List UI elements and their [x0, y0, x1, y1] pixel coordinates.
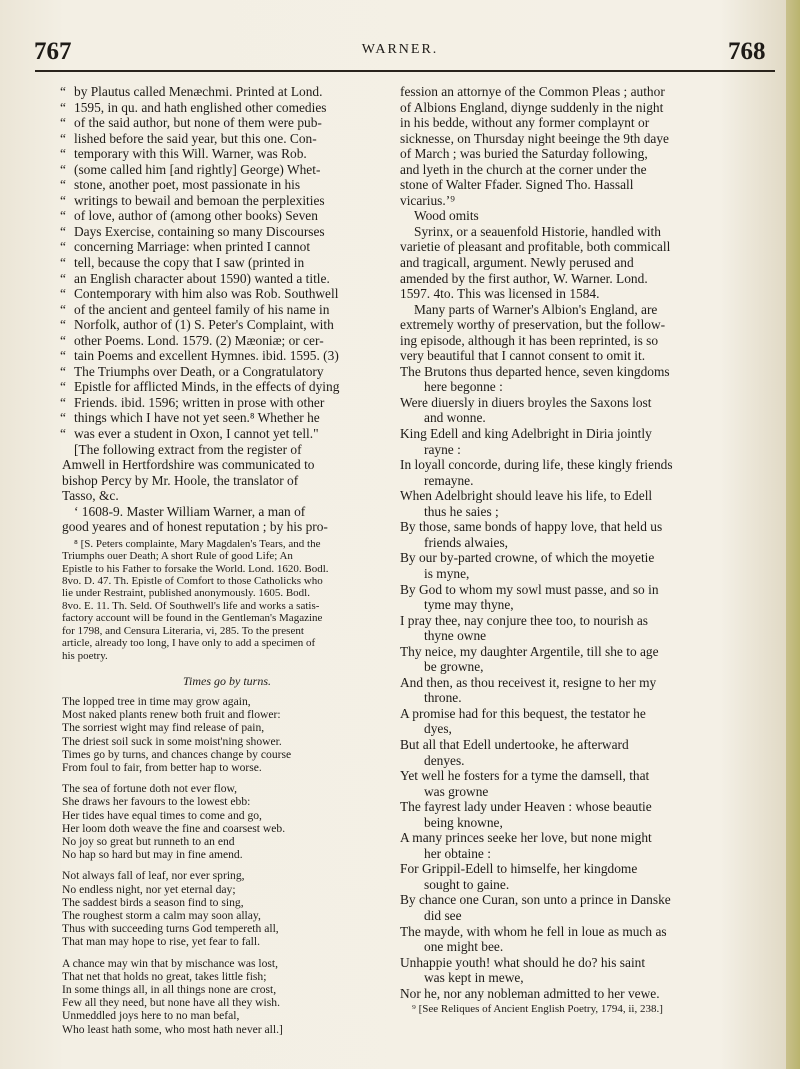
text-line: Amwell in Hertfordshire was communicated to [62, 457, 315, 473]
text-line: throne. [424, 690, 462, 706]
poem-line: The sea of fortune doth not ever flow, [62, 782, 238, 796]
quoted-line [62, 177, 392, 193]
quote-mark: “ [60, 239, 66, 255]
poem-line: Who least hath some, who most hath never all.] [62, 1022, 283, 1036]
footnote-line: lie under Restraint, published anonymously. 1605. Bodl. [62, 587, 310, 600]
text-line: For Grippil-Edell to himselfe, her kingdome [400, 861, 638, 877]
poem-line: No endless night, nor yet eternal day; [62, 882, 236, 896]
quoted-line [62, 348, 392, 364]
quote-mark: “ [60, 286, 66, 302]
quote-mark: “ [60, 130, 66, 146]
poem-line: Most naked plants renew both fruit and flower: [62, 708, 281, 722]
quoted-line-text: (some called him [and rightly] George) Whet- [74, 161, 321, 177]
quoted-line-text: Contemporary with him also was Rob. Southwell [74, 286, 339, 302]
text-line: of Albions England, diynge suddenly in the night [400, 99, 664, 115]
quoted-line [62, 100, 392, 116]
page-header [0, 30, 800, 64]
quoted-line-text: concerning Marriage: when printed I cannot [74, 239, 311, 255]
text-line: rayne : [424, 441, 461, 457]
text-line: By our by-parted crowne, of which the moyetie [400, 550, 655, 566]
text-line: sought to gaine. [424, 876, 510, 892]
text-line: The fayrest lady under Heaven : whose beautie [400, 799, 652, 815]
text-line: I pray thee, nay conjure thee too, to nourish as [400, 612, 649, 628]
text-line: By chance one Curan, son unto a prince in Danske [400, 892, 671, 908]
quoted-line-text: other Poems. Lond. 1579. (2) Mæoniæ; or cer- [74, 332, 324, 348]
quoted-line [62, 162, 392, 178]
quoted-line [62, 286, 392, 302]
quoted-line-text: The Triumphs over Death, or a Congratulatory [74, 363, 324, 379]
text-line: The Brutons thus departed hence, seven kingdoms [400, 363, 670, 379]
quote-mark: “ [60, 192, 66, 208]
quote-mark: “ [60, 115, 66, 131]
text-line: Tasso, &c. [62, 488, 119, 504]
poem-line: Unmeddled joys here to no man befal, [62, 1009, 240, 1023]
text-line: But all that Edell undertooke, he afterward [400, 736, 629, 752]
text-line: ‘ 1608-9. Master William Warner, a man of [74, 503, 306, 519]
quote-mark: “ [60, 363, 66, 379]
text-line: is myne, [424, 565, 470, 581]
footnote-line: Triumphs ouer Death; A short Rule of good Life; An [62, 550, 293, 563]
stanza [62, 695, 392, 774]
text-line: varietie of pleasant and profitable, both commicall [400, 239, 671, 255]
text-line: Were diuersly in diuers broyles the Saxons lost [400, 394, 652, 410]
quoted-line [62, 426, 392, 442]
text-line: King Edell and king Adelbright in Diria jointly [400, 426, 652, 442]
poem-line: From foul to fair, from better hap to worse. [62, 760, 262, 774]
quoted-line [62, 364, 392, 380]
poem-line: The driest soil suck in some moist'ning shower. [62, 734, 282, 748]
text-line: of March ; was buried the Saturday following, [400, 146, 648, 162]
quote-mark: “ [60, 301, 66, 317]
quote-mark: “ [60, 394, 66, 410]
text-line: amended by the first author, W. Warner. Lond. [400, 270, 648, 286]
text-line: fession an attornye of the Common Pleas ; author [400, 84, 665, 99]
quote-mark: “ [60, 379, 66, 395]
text-line: friends alwaies, [424, 534, 509, 550]
poem-line: The lopped tree in time may grow again, [62, 694, 251, 708]
quoted-line-text: things which I have not yet seen.⁸ Whether he [74, 410, 320, 426]
quoted-line-text: tain Poems and excellent Hymnes. ibid. 1595. (3) [74, 348, 339, 364]
quoted-line [62, 395, 392, 411]
poem-line: No hap so hard but may in fine amend. [62, 848, 243, 862]
quoted-passage [62, 84, 392, 442]
quoted-line-text: 1595, in qu. and hath englished other comedies [74, 99, 327, 115]
text-line: [The following extract from the register of [74, 441, 302, 457]
quoted-line-text: temporary with this Will. Warner, was Rob. [74, 146, 307, 162]
quote-mark: “ [60, 332, 66, 348]
stanza [62, 957, 392, 1036]
text-line: vicarius.’⁹ [400, 192, 455, 208]
text-line: here begonne : [424, 379, 503, 395]
text-line: remayne. [424, 472, 474, 488]
quote-mark: “ [60, 146, 66, 162]
poem-line: A chance may win that by mischance was lost, [62, 956, 279, 970]
quoted-line-text: stone, another poet, most passionate in his [74, 177, 301, 193]
page-number-left: 767 [34, 38, 72, 65]
quote-mark: “ [60, 177, 66, 193]
quoted-line [62, 208, 392, 224]
quoted-line-text: lished before the said year, but this one. Con- [74, 130, 317, 146]
quoted-line [62, 255, 392, 271]
poem-line: That net that holds no great, takes little fish; [62, 969, 267, 983]
poem-line: In some things all, in all things none are crost, [62, 982, 277, 996]
page-number-right: 768 [728, 38, 766, 65]
quote-mark: “ [60, 223, 66, 239]
text-line: By God to whom my sowl must passe, and so in [400, 581, 659, 597]
text-line: By those, same bonds of happy love, that held us [400, 519, 663, 535]
text-line: and tragicall, argument. Newly perused and [400, 255, 634, 271]
quoted-line [62, 239, 392, 255]
footnote-line: article, already too long, I have only to add a specimen of [62, 637, 316, 650]
text-line: When Adelbright should leave his life, to Edell [400, 488, 653, 504]
footnote-line: factory account will be found in the Gentleman's Magazine [62, 612, 323, 625]
poem-line: Her tides have equal times to come and go, [62, 808, 262, 822]
text-line: Nor he, nor any nobleman admitted to her vewe. [400, 985, 660, 1001]
text-line: one might bee. [424, 939, 504, 955]
quoted-line [62, 224, 392, 240]
stanza [62, 869, 392, 948]
text-line: Thy neice, my daughter Argentile, till she to age [400, 643, 659, 659]
quoted-line [62, 333, 392, 349]
quoted-line-text: of the said author, but none of them were pub- [74, 115, 322, 131]
quoted-line-text: Friends. ibid. 1596; written in prose with other [74, 394, 325, 410]
quoted-line-text: Epistle for afflicted Minds, in the effects of dying [74, 379, 340, 395]
text-line: and lyeth in the church at the corner under the [400, 161, 647, 177]
left-column [62, 84, 392, 1044]
poem-line: Her loom doth weave the fine and coarsest web. [62, 821, 286, 835]
footnote-9: ⁹ [See Reliques of Ancient English Poetry, 1794, ii, 238.] [412, 1003, 663, 1016]
text-line: and wonne. [424, 410, 486, 426]
quoted-line [62, 193, 392, 209]
quoted-line [62, 131, 392, 147]
footnote-line: 8vo. E. 11. Th. Seld. Of Southwell's life and works a satis- [62, 599, 320, 612]
quoted-line [62, 302, 392, 318]
text-line: 1597. 4to. This was licensed in 1584. [400, 286, 600, 302]
text-line: thyne owne [424, 628, 487, 644]
footnote-line: for 1798, and Censura Literaria, vi, 285. To the present [62, 624, 304, 637]
poem-line: That man may hope to rise, yet fear to fall. [62, 935, 260, 949]
text-line: Wood omits [414, 208, 479, 224]
quote-mark: “ [60, 208, 66, 224]
text-line: tyme may thyne, [424, 597, 514, 613]
text-line: denyes. [424, 752, 465, 768]
header-rule [35, 70, 775, 72]
poem-line: The sorriest wight may find release of pain, [62, 721, 265, 735]
text-line: Many parts of Warner's Albion's England, are [414, 301, 658, 317]
stanza [62, 782, 392, 861]
text-line: in his bedde, without any former complaynt or [400, 115, 650, 131]
text-line: A promise had for this bequest, the testator he [400, 705, 646, 721]
quoted-line-text: Days Exercise, containing so many Discourses [74, 223, 325, 239]
text-line: was growne [424, 783, 489, 799]
quoted-line [62, 115, 392, 131]
poem-line: She draws her favours to the lowest ebb: [62, 795, 251, 809]
footnote-line: ⁸ [S. Peters complainte, Mary Magdalen's Tears, and the [74, 537, 321, 550]
quoted-line-text: by Plautus called Menæchmi. Printed at Lond. [74, 84, 323, 99]
text-line: In loyall concorde, during life, these kingly friends [400, 457, 673, 473]
text-line: her obtaine : [424, 845, 491, 861]
text-line: good yeares and of honest reputation ; by his pro- [62, 519, 328, 535]
quote-mark: “ [60, 317, 66, 333]
text-line: The mayde, with whom he fell in loue as much as [400, 923, 667, 939]
poem [62, 695, 392, 1036]
quoted-line [62, 410, 392, 426]
quoted-line-text: Norfolk, author of (1) S. Peter's Complaint, with [74, 317, 334, 333]
right-text [400, 84, 780, 1001]
poem-line: Thus with succeeding turns God tempereth all, [62, 922, 279, 936]
text-line: sicknesse, on Thursday night beeinge the 9th daye [400, 130, 669, 146]
text-line: be growne, [424, 659, 484, 675]
quoted-line-text: writings to bewail and bemoan the perplexities [74, 192, 325, 208]
quoted-line [62, 379, 392, 395]
footnote-8 [62, 538, 392, 662]
poem-line: The roughest storm a calm may soon allay, [62, 908, 261, 922]
poem-line: No joy so great but runneth to an end [62, 834, 235, 848]
text-line: Syrinx, or a seauenfold Historie, handled with [414, 223, 661, 239]
quoted-line-text: an English character about 1590) wanted a title. [74, 270, 330, 286]
page-edge [786, 0, 800, 1069]
quoted-line [62, 84, 392, 100]
text-line: A many princes seeke her love, but none might [400, 830, 652, 846]
quote-mark: “ [60, 161, 66, 177]
quote-mark: “ [60, 99, 66, 115]
text-line: extremely worthy of preservation, but the follow- [400, 317, 666, 333]
footnote-line: Epistle to his Father to forsake the World. Lond. 1620. Bodl. [62, 562, 329, 575]
poem-line: Few all they need, but none have all they wish. [62, 996, 280, 1010]
running-title: WARNER. [361, 42, 439, 57]
text-line: Unhappie youth! what should he do? his saint [400, 954, 646, 970]
quote-mark: “ [60, 410, 66, 426]
quote-mark: “ [60, 255, 66, 271]
poem-line: Not always fall of leaf, nor ever spring, [62, 869, 245, 883]
poem-line: Times go by turns, and chances change by course [62, 747, 292, 761]
quoted-line-text: tell, because the copy that I saw (printed in [74, 255, 305, 271]
quote-mark: “ [60, 426, 66, 442]
quote-mark: “ [60, 270, 66, 286]
text-line: very beautiful that I cannot consent to omit it. [400, 348, 646, 364]
quoted-line-text: was ever a student in Oxon, I cannot yet tell." [74, 426, 319, 442]
register-extract [62, 442, 392, 535]
text-line: stone of Walter Ffader. Signed Tho. Hassall [400, 177, 634, 193]
text-line: thus he saies ; [424, 503, 499, 519]
quote-mark: “ [60, 84, 66, 99]
quoted-line [62, 271, 392, 287]
quoted-line-text: of love, author of (among other books) Seven [74, 208, 318, 224]
text-line: ing episode, although it has been reprinted, is so [400, 332, 659, 348]
poem-title: Times go by turns. [182, 673, 271, 688]
text-line: And then, as thou receivest it, resigne to her my [400, 674, 657, 690]
quoted-line [62, 317, 392, 333]
text-line: being knowne, [424, 814, 503, 830]
text-line: dyes, [424, 721, 452, 737]
quoted-line-text: of the ancient and genteel family of his name in [74, 301, 330, 317]
text-line: did see [424, 907, 462, 923]
text-line: was kept in mewe, [424, 970, 524, 986]
poem-line: The saddest birds a season find to sing, [62, 895, 244, 909]
footnote-line: 8vo. D. 47. Th. Epistle of Comfort to those Catholicks who [62, 575, 323, 588]
quoted-line [62, 146, 392, 162]
text-line: bishop Percy by Mr. Hoole, the translator of [62, 472, 299, 488]
quote-mark: “ [60, 348, 66, 364]
right-column [400, 84, 780, 1044]
footnote-line: his poetry. [62, 649, 108, 662]
text-line: Yet well he fosters for a tyme the damsell, that [400, 768, 650, 784]
